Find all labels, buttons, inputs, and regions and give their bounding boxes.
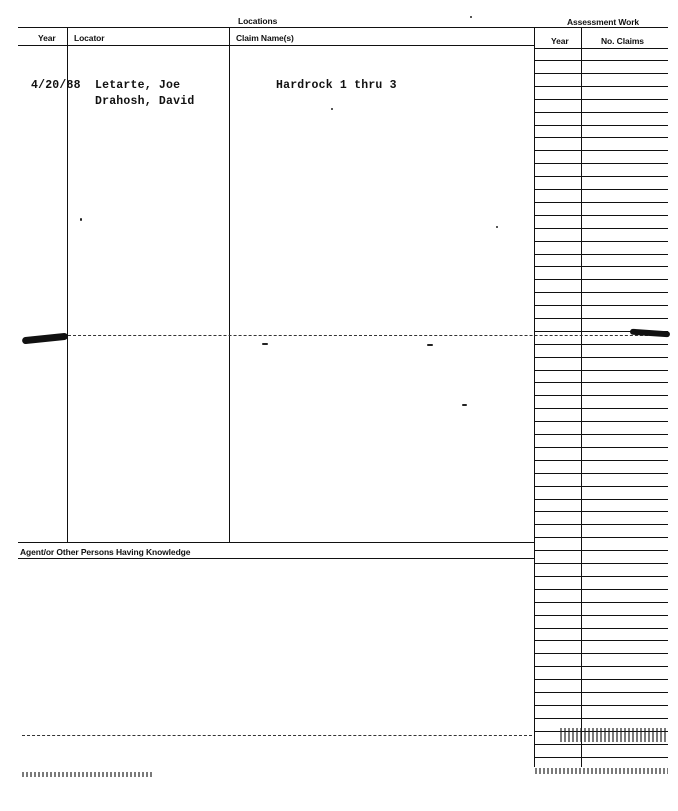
fold-smear-left xyxy=(22,333,68,345)
assessment-row-rule xyxy=(534,563,668,564)
header-bottom-rule xyxy=(18,45,534,46)
assessment-row-rule xyxy=(534,266,668,267)
assessment-row-rule xyxy=(534,189,668,190)
assessment-row-rule xyxy=(534,60,668,61)
assessment-row-rule xyxy=(534,357,668,358)
assessment-row-rule xyxy=(534,395,668,396)
assessment-row-rule xyxy=(534,615,668,616)
assessment-row-rule xyxy=(534,370,668,371)
assessment-row-rule xyxy=(534,628,668,629)
assessment-year-count-divider xyxy=(581,27,582,767)
assessment-row-rule xyxy=(534,150,668,151)
scan-speck xyxy=(496,226,498,228)
assessment-row-rule xyxy=(534,460,668,461)
assessment-row-rule xyxy=(534,744,668,745)
year-locator-divider xyxy=(67,27,68,542)
assessment-row-rule xyxy=(534,176,668,177)
claim-assessment-divider xyxy=(534,27,535,767)
no-claims-column-header: No. Claims xyxy=(601,36,644,46)
scan-speck xyxy=(462,404,467,406)
locator-column-header: Locator xyxy=(74,33,105,43)
locator-name-1: Letarte, Joe xyxy=(95,79,181,92)
assessment-row-rule xyxy=(534,447,668,448)
assessment-row-rule xyxy=(534,137,668,138)
assessment-row-rule xyxy=(534,434,668,435)
bottom-dashed-edge xyxy=(22,735,532,736)
fold-line xyxy=(68,335,668,336)
bottom-scan-noise-left xyxy=(22,772,152,777)
assessment-row-rule xyxy=(534,163,668,164)
assessment-row-rule xyxy=(534,511,668,512)
assessment-row-rule xyxy=(534,705,668,706)
assessment-row-rule xyxy=(534,589,668,590)
assessment-row-rule xyxy=(534,640,668,641)
assessment-row-rule xyxy=(534,215,668,216)
assessment-row-rule xyxy=(534,537,668,538)
assessment-row-rule xyxy=(534,653,668,654)
assessment-row-rule xyxy=(534,73,668,74)
assessment-row-rule xyxy=(534,125,668,126)
scan-speck xyxy=(470,16,472,18)
assessment-row-rule xyxy=(534,499,668,500)
assessment-row-rule xyxy=(534,254,668,255)
assessment-row-rule xyxy=(534,576,668,577)
locator-name-2: Drahosh, David xyxy=(95,95,195,108)
assessment-row-rule xyxy=(534,473,668,474)
assessment-row-rule xyxy=(534,279,668,280)
claim-names-column-header: Claim Name(s) xyxy=(236,33,294,43)
assessment-row-rule xyxy=(534,112,668,113)
scan-speck xyxy=(80,218,82,221)
locations-heading: Locations xyxy=(238,16,278,26)
assessment-row-rule xyxy=(534,550,668,551)
assessment-row-rule xyxy=(534,241,668,242)
assessment-row-rule xyxy=(534,408,668,409)
assessment-row-rule xyxy=(534,757,668,758)
assessment-row-rule xyxy=(534,305,668,306)
assessment-row-rule xyxy=(534,202,668,203)
agent-heading: Agent/or Other Persons Having Knowledge xyxy=(20,547,191,557)
entry-date: 4/20/88 xyxy=(31,79,81,92)
assessment-row-rule xyxy=(534,679,668,680)
assessment-header-bottom-rule xyxy=(534,48,668,49)
assessment-row-rule xyxy=(534,99,668,100)
assessment-row-rule xyxy=(534,292,668,293)
bottom-scan-noise-right xyxy=(560,728,668,742)
assessment-row-rule xyxy=(534,666,668,667)
scan-speck xyxy=(427,344,433,346)
assessment-year-column-header: Year xyxy=(551,36,569,46)
assessment-row-rule xyxy=(534,524,668,525)
assessment-row-rule xyxy=(534,86,668,87)
assessment-row-rule xyxy=(534,421,668,422)
assessment-row-rule xyxy=(534,718,668,719)
claim-name: Hardrock 1 thru 3 xyxy=(276,79,397,92)
locator-claim-divider xyxy=(229,27,230,542)
bottom-scan-noise-strip xyxy=(535,768,668,774)
assessment-row-rule xyxy=(534,602,668,603)
assessment-row-rule xyxy=(534,692,668,693)
assessment-row-rule xyxy=(534,344,668,345)
scan-speck xyxy=(331,108,333,110)
agent-section-heading-rule xyxy=(18,558,534,559)
header-top-rule xyxy=(18,27,668,28)
assessment-work-heading: Assessment Work xyxy=(567,17,640,27)
assessment-row-rule xyxy=(534,382,668,383)
fold-smear-right xyxy=(630,329,670,338)
assessment-row-rule xyxy=(534,228,668,229)
agent-section-top-rule xyxy=(18,542,534,543)
assessment-row-rule xyxy=(534,318,668,319)
scan-speck xyxy=(262,343,268,345)
year-column-header: Year xyxy=(38,33,56,43)
assessment-row-rule xyxy=(534,486,668,487)
